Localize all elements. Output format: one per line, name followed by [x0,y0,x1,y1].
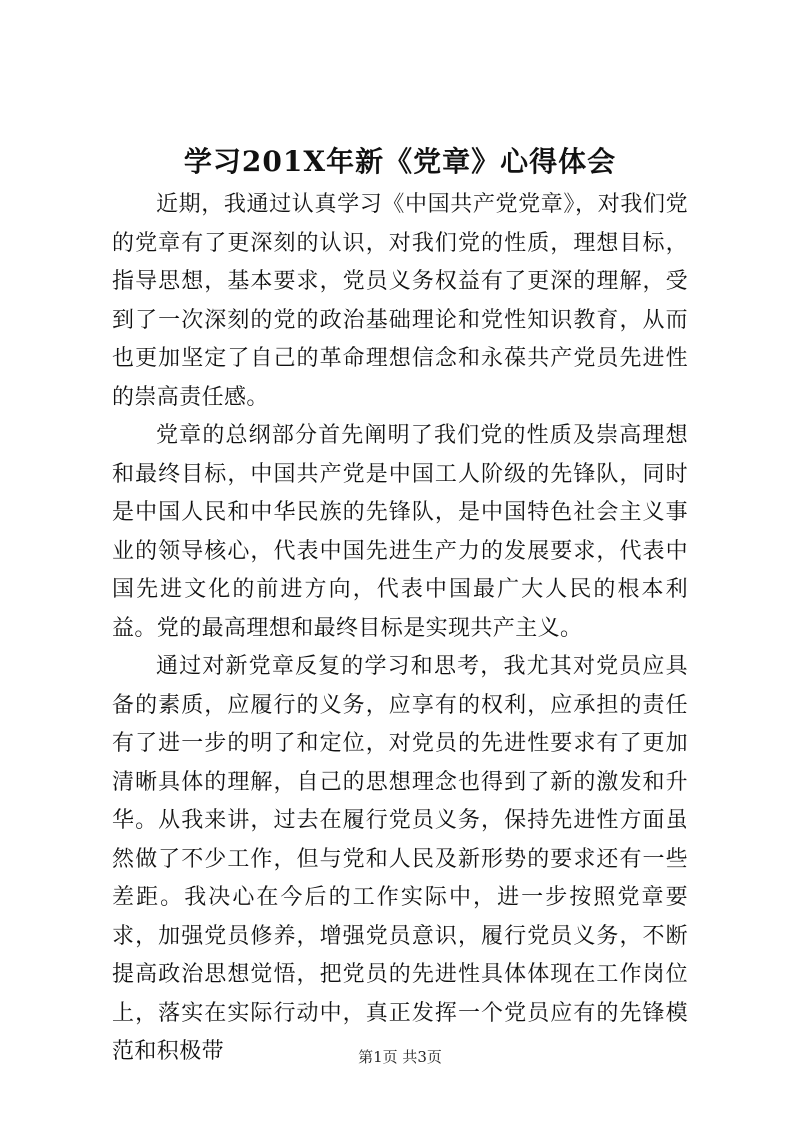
paragraph-2: 党章的总纲部分首先阐明了我们党的性质及崇高理想和最终目标，中国共产党是中国工人阶级的先锋队，同时是中国人民和中华民族的先锋队，是中国特色社会主义事业的领导核心，代表中国先进生产力的发展要求，代表中国先进文化的前进方向，代表中国最广大人民的根本利益。党的最高理想和最终目标是实现共产主义。 [112,423,688,641]
page-number-footer: 第1页 共3页 [358,1048,442,1066]
document-body [112,186,688,1072]
paragraph-3: 通过对新党章反复的学习和思考，我尤其对党员应具备的素质，应履行的义务，应享有的权利，应承担的责任有了进一步的明了和定位，对党员的先进性要求有了更加清晰具体的理解，自己的思想理念也得到了新的激发和升华。从我来讲，过去在履行党员义务，保持先进性方面虽然做了不少工作，但与党和人民及新形势的要求还有一些差距。我决心在今后的工作实际中，进一步按照党章要求，加强党员修养，增强党员意识，履行党员义务，不断提高政治思想觉悟，把党员的先进性具体体现在工作岗位上，落实在实际行动中，真正发挥一个党员应有的先锋模范和积极带 [112,654,688,1064]
paragraph-1: 近期，我通过认真学习《中国共产党党章》，对我们党的党章有了更深刻的认识，对我们党的性质，理想目标，指导思想，基本要求，党员义务权益有了更深的理解，受到了一次深刻的党的政治基础理论和党性知识教育，从而也更加坚定了自己的革命理想信念和永葆共产党员先进性的崇高责任感。 [112,192,688,410]
document-title: 学习201X年新《党章》心得体会 [183,145,617,178]
